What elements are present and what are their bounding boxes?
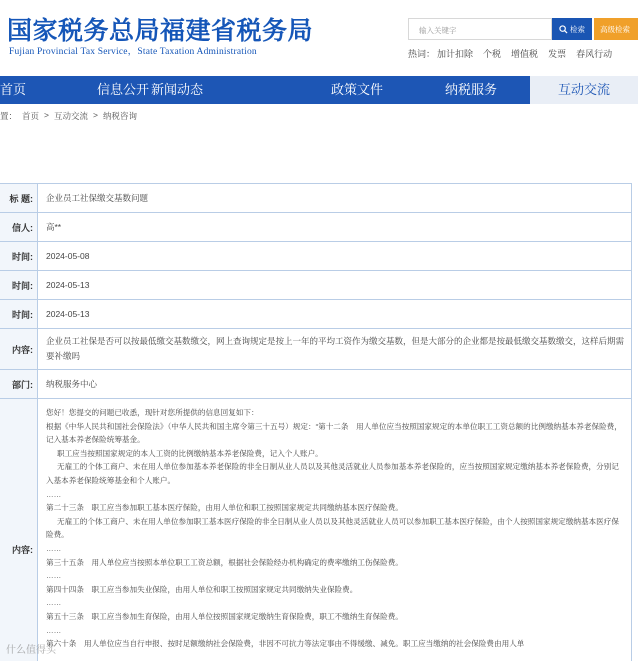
reply-paragraph: 第五十三条 职工应当参加生育保险，由用人单位按照国家规定缴纳生育保险费，职工不缴纳生育保险费。 [46, 611, 403, 621]
nav-item-info-disclosure[interactable]: 信息公开 [96, 82, 149, 97]
row-label: 内容: [0, 399, 38, 661]
reply-paragraph: …… [46, 625, 62, 635]
row-title [0, 184, 631, 213]
row-label: 时间: [0, 300, 38, 328]
breadcrumb-link-consult[interactable]: 纳税咨询 [102, 111, 137, 121]
row-question-content [0, 329, 631, 370]
row-reply-time [0, 300, 631, 329]
hotword-link[interactable]: 增值税 [511, 49, 539, 59]
row-value-accept-time: 2024-05-13 [46, 279, 90, 290]
reply-paragraph: 第三十五条 用人单位应当按照本单位职工工资总额，根据社会保险经办机构确定的费率缴纳工伤保险费。 [46, 557, 403, 567]
row-value-title: 企业员工社保缴交基数问题 [46, 192, 149, 203]
reply-paragraph: 第二十三条 职工应当参加职工基本医疗保险，由用人单位和职工按照国家规定共同缴纳基本医疗保险费。 [46, 503, 403, 513]
hotword-link[interactable]: 加计扣除 [437, 49, 474, 59]
reply-paragraph: 职工应当按照国家规定的本人工资的比例缴纳基本养老保险费，记入个人账户。 [57, 448, 323, 458]
reply-paragraph: 第六十条 用人单位应当自行申报、按时足额缴纳社会保险费，非因不可抗力等法定事由不得缓缴、减免。职工应当缴纳的社会保险费由用人单 [46, 639, 525, 649]
search-button-label: 检索 [570, 24, 585, 34]
row-submit-time [0, 242, 631, 271]
row-value-question-content: 企业员工社保是否可以按最低缴交基数缴交，网上查询规定是按上一年的平均工资作为缴交基数，但是大部分的企业都是按最低缴交基数缴交，这样后期需要补缴吗 [46, 336, 625, 361]
breadcrumb-separator: > [93, 110, 98, 120]
logo-title-cn[interactable]: 国家税务总局福建省税务局 [7, 16, 314, 45]
nav-item-home[interactable]: 首页 [0, 82, 27, 97]
row-value-reply-department: 纳税服务中心 [46, 378, 98, 389]
row-accept-time [0, 271, 631, 300]
nav-item-policy[interactable]: 政策文件 [330, 82, 383, 97]
logo-title-en: Fujian Provincial Tax Service，State Taxation Administration [9, 47, 257, 57]
reply-paragraph: 无雇工的个体工商户、未在用人单位参加基本养老保险的非全日制从业人员以及其他灵活就业人员参加基本养老保险的，应当按照国家规定缴纳基本养老保险费，分别记入基本养老保险统筹基金和个人账户。 [46, 462, 619, 485]
watermark-text: 什么值得买 [6, 645, 56, 656]
reply-paragraph: 第四十四条 职工应当参加失业保险，由用人单位和职工按照国家规定共同缴纳失业保险费。 [46, 584, 358, 594]
reply-paragraph: …… [46, 543, 62, 553]
reply-paragraph: 无雇工的个体工商户、未在用人单位参加职工基本医疗保险的非全日制从业人员以及其他灵活就业人员可以参加职工基本医疗保险，由个人按照国家规定缴纳基本医疗保险费。 [46, 516, 619, 540]
row-label: 时间: [0, 242, 38, 270]
reply-paragraph: …… [46, 571, 62, 581]
breadcrumb-prefix: 置： [0, 111, 18, 121]
nav-item-tax-service[interactable]: 纳税服务 [444, 82, 497, 97]
breadcrumb-separator: > [44, 110, 49, 120]
row-submitter [0, 213, 631, 242]
reply-content [38, 399, 631, 651]
breadcrumb [0, 110, 137, 122]
reply-paragraph: …… [46, 489, 62, 499]
advanced-search-button[interactable]: 高级检索 [594, 18, 638, 40]
row-value-submitter: 高** [46, 221, 62, 232]
reply-paragraph: 您好！您提交的问题已收悉，现针对您所提供的信息回复如下： [46, 408, 259, 417]
row-value-reply-time: 2024-05-13 [46, 308, 90, 319]
row-label: 内容: [0, 329, 38, 369]
breadcrumb-link-home[interactable]: 首页 [22, 111, 40, 121]
consultation-detail-table [0, 183, 632, 661]
row-reply-content [0, 399, 631, 661]
hotwords-label: 热词： [408, 49, 436, 59]
reply-paragraph: 根据《中华人民共和国社会保险法》（中华人民共和国主席令第三十五号）规定：“第十二条 用人单位应当按照国家规定的本单位职工工资总额的比例缴纳基本养老保险费，记入基本养老保险统筹基金。 [46, 421, 622, 445]
row-label: 标 题: [0, 184, 38, 212]
breadcrumb-link-interaction[interactable]: 互动交流 [54, 111, 89, 121]
nav-item-spacer [222, 76, 258, 104]
hotword-link[interactable]: 个税 [483, 49, 502, 59]
hotword-link[interactable]: 发票 [548, 49, 567, 59]
row-label: 部门: [0, 370, 38, 398]
search-icon [559, 25, 568, 34]
nav-item-interaction[interactable]: 互动交流 [530, 76, 638, 104]
hotwords-bar [408, 47, 612, 60]
row-label: 信人: [0, 213, 38, 241]
row-label: 时间: [0, 271, 38, 299]
main-nav: 首页 信息公开 新闻动态 政策文件 纳税服务 互动交流 [0, 76, 638, 104]
hotword-link[interactable]: 春风行动 [576, 49, 613, 59]
reply-paragraph: …… [46, 598, 62, 608]
search-button[interactable] [552, 18, 592, 40]
row-reply-department [0, 370, 631, 399]
row-value-submit-time: 2024-05-08 [46, 250, 90, 261]
search-input[interactable]: 输入关键字 [408, 18, 552, 40]
